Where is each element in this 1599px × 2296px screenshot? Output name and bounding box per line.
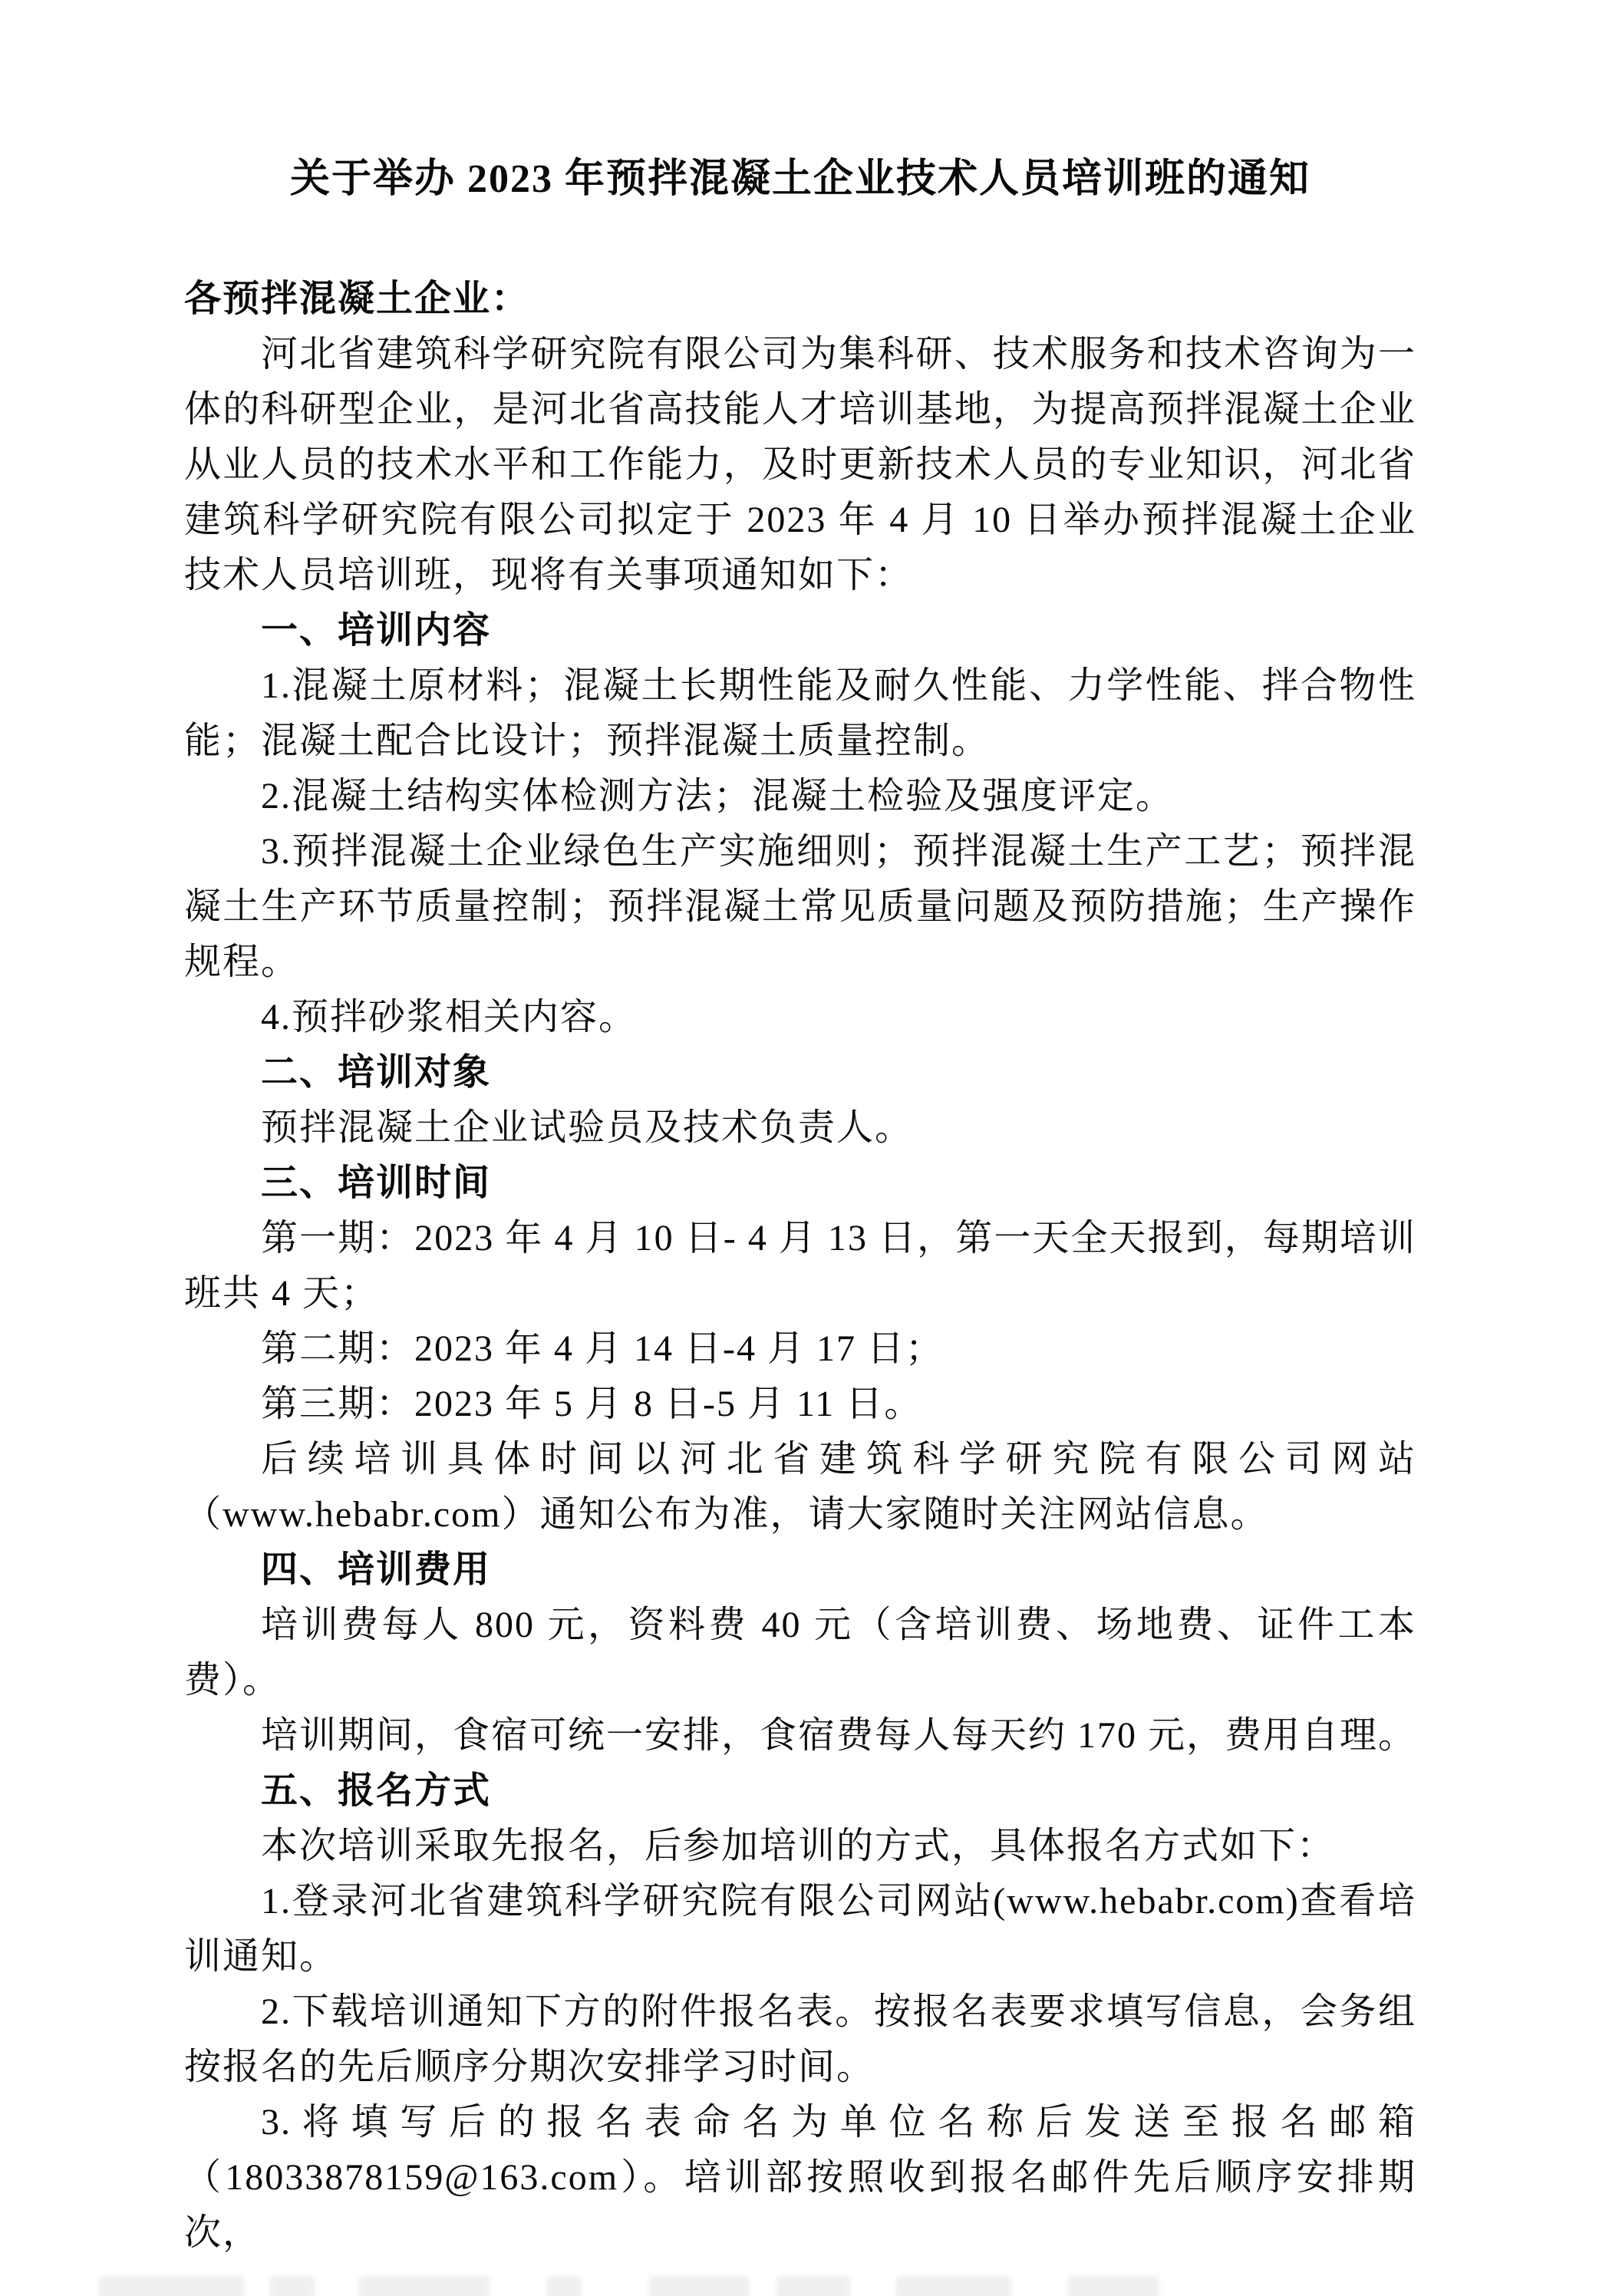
- paragraph: 后续培训具体时间以河北省建筑科学研究院有限公司网站（www.hebabr.com）通知公布为准，请大家随时关注网站信息。: [184, 1439, 1416, 1535]
- paragraph: 2.下载培训通知下方的附件报名表。按报名表要求填写信息，会务组按报名的先后顺序分期次安排学习时间。: [184, 1991, 1416, 2087]
- page-bottom-bleed-artifact: [0, 2259, 1599, 2296]
- paragraph: 本次培训采取先报名，后参加培训的方式，具体报名方式如下：: [261, 1826, 1336, 1866]
- paragraph: 3.预拌混凝土企业绿色生产实施细则；预拌混凝土生产工艺；预拌混凝土生产环节质量控制；预拌混凝土常见质量问题及预防措施；生产操作规程。: [184, 831, 1416, 982]
- section-heading: 一、培训内容: [261, 610, 492, 651]
- paragraph: 第二期：2023 年 4 月 14 日-4 月 17 日；: [261, 1328, 944, 1369]
- paragraph: 3.将填写后的报名表命名为单位名称后发送至报名邮箱（18033878159@163.com）。培训部按照收到报名邮件先后顺序安排期次，: [184, 2102, 1416, 2253]
- paragraph: 培训费每人 800 元，资料费 40 元（含培训费、场地费、证件工本费）。: [184, 1605, 1416, 1701]
- section-heading: 二、培训对象: [261, 1052, 492, 1093]
- document-title: 关于举办 2023 年预拌混凝土企业技术人员培训班的通知: [289, 157, 1311, 201]
- paragraph: 第三期：2023 年 5 月 8 日-5 月 11 日。: [261, 1384, 923, 1424]
- paragraph: 河北省建筑科学研究院有限公司为集科研、技术服务和技术咨询为一体的科研型企业，是河北省高技能人才培训基地，为提高预拌混凝土企业从业人员的技术水平和工作能力，及时更新技术人员的专业知识，河北省建筑科学研究院有限公司拟定于 2023 年 4 月 10 日举办预拌混凝土企业技术人员培训班，现将有关事项通知如下：: [184, 334, 1416, 595]
- salutation: 各预拌混凝土企业：: [184, 279, 530, 319]
- paragraph: 预拌混凝土企业试验员及技术负责人。: [261, 1107, 914, 1148]
- section-heading: 五、报名方式: [261, 1770, 492, 1811]
- paragraph: 培训期间，食宿可统一安排，食宿费每人每天约 170 元，费用自理。: [261, 1715, 1417, 1756]
- paragraph: 2.混凝土结构实体检测方法；混凝土检验及强度评定。: [261, 776, 1175, 816]
- paragraph: 1.登录河北省建筑科学研究院有限公司网站(www.hebabr.com)查看培训通知。: [184, 1881, 1416, 1977]
- section-heading: 四、培训费用: [261, 1549, 492, 1590]
- paragraph: 1.混凝土原材料；混凝土长期性能及耐久性能、力学性能、拌合物性能；混凝土配合比设计；预拌混凝土质量控制。: [184, 665, 1416, 761]
- section-heading: 三、培训时间: [261, 1163, 492, 1203]
- paragraph: 4.预拌砂浆相关内容。: [261, 997, 638, 1037]
- paragraphs: [184, 272, 1416, 2261]
- paragraph: 第一期：2023 年 4 月 10 日- 4 月 13 日，第一天全天报到，每期培训班共 4 天；: [184, 1218, 1416, 1314]
